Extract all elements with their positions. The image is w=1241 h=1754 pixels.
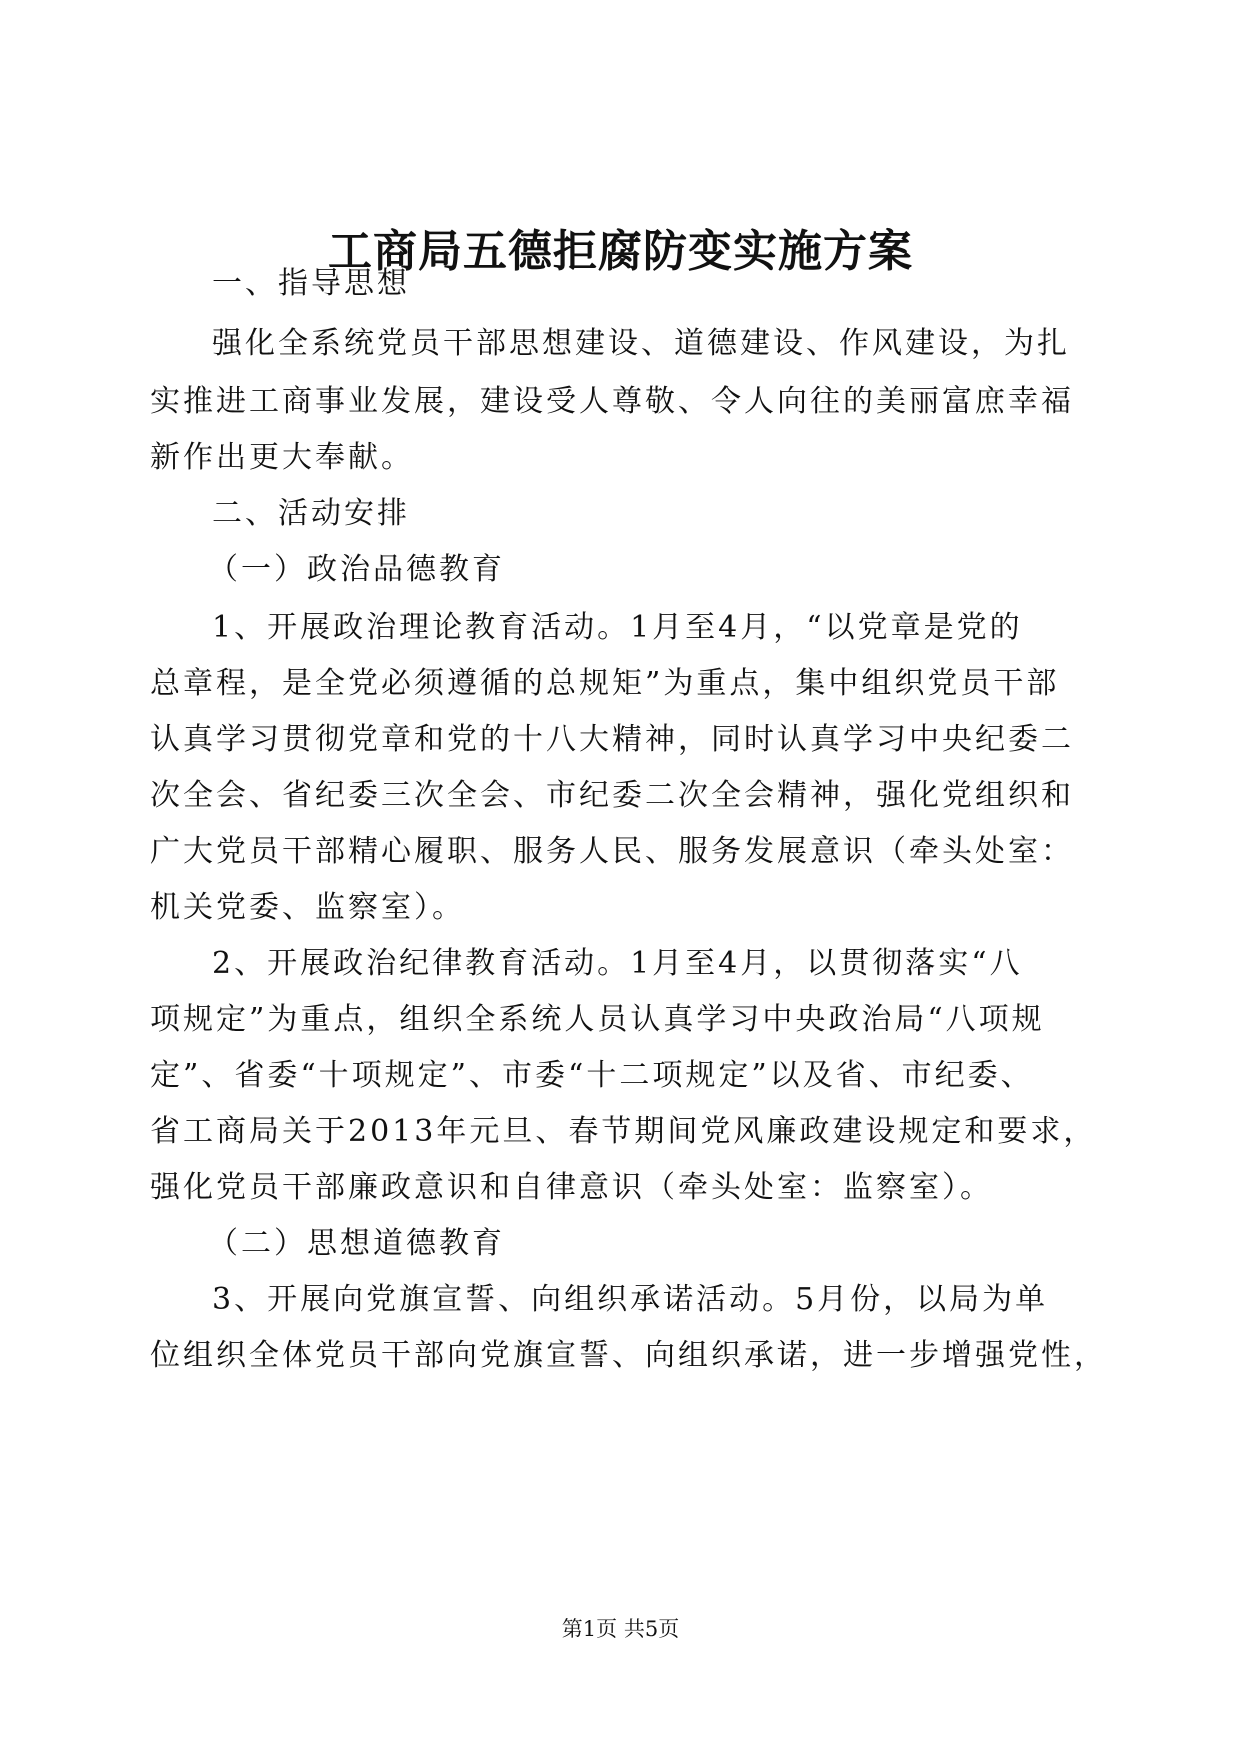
- heading-activity-arrangement: 二、活动安排: [212, 496, 410, 531]
- subheading-political-morality: （一）政治品德教育: [208, 552, 505, 587]
- page-number-footer: 第1页 共5页: [561, 1617, 680, 1641]
- paragraph-line: 1、开展政治理论教育活动。1月至4月，“以党章是党的: [212, 610, 1023, 645]
- document-title: 工商局五德拒腐防变实施方案: [328, 226, 913, 277]
- paragraph-line: 省工商局关于2013年元旦、春节期间党风廉政建设规定和要求，: [150, 1114, 1097, 1149]
- paragraph-line: 强化党员干部廉政意识和自律意识（牵头处室：监察室）。: [150, 1170, 993, 1205]
- paragraph-line: 强化全系统党员干部思想建设、道德建设、作风建设，为扎: [212, 326, 1070, 361]
- paragraph-line: 位组织全体党员干部向党旗宣誓、向组织承诺，进一步增强党性，: [150, 1338, 1107, 1373]
- paragraph-line: 2、开展政治纪律教育活动。1月至4月，以贯彻落实“八: [212, 946, 1023, 981]
- paragraph-line: 认真学习贯彻党章和党的十八大精神，同时认真学习中央纪委二: [150, 722, 1074, 757]
- subheading-ideological-morality: （二）思想道德教育: [208, 1226, 505, 1261]
- paragraph-line: 项规定”为重点，组织全系统人员认真学习中央政治局“八项规: [150, 1002, 1045, 1037]
- paragraph-line: 总章程，是全党必须遵循的总规矩”为重点，集中组织党员干部: [150, 666, 1060, 701]
- paragraph-line: 新作出更大奉献。: [150, 440, 414, 475]
- heading-guiding-thought: 一、指导思想: [212, 266, 410, 301]
- paragraph-line: 定”、省委“十项规定”、市委“十二项规定”以及省、市纪委、: [150, 1058, 1034, 1093]
- paragraph-line: 次全会、省纪委三次全会、市纪委二次全会精神，强化党组织和: [150, 778, 1074, 813]
- paragraph-line: 广大党员干部精心履职、服务人民、服务发展意识（牵头处室：: [150, 834, 1074, 869]
- paragraph-line: 实推进工商事业发展，建设受人尊敬、令人向往的美丽富庶幸福: [150, 384, 1074, 419]
- paragraph-line: 3、开展向党旗宣誓、向组织承诺活动。5月份，以局为单: [212, 1282, 1049, 1317]
- paragraph-line: 机关党委、监察室）。: [150, 890, 465, 925]
